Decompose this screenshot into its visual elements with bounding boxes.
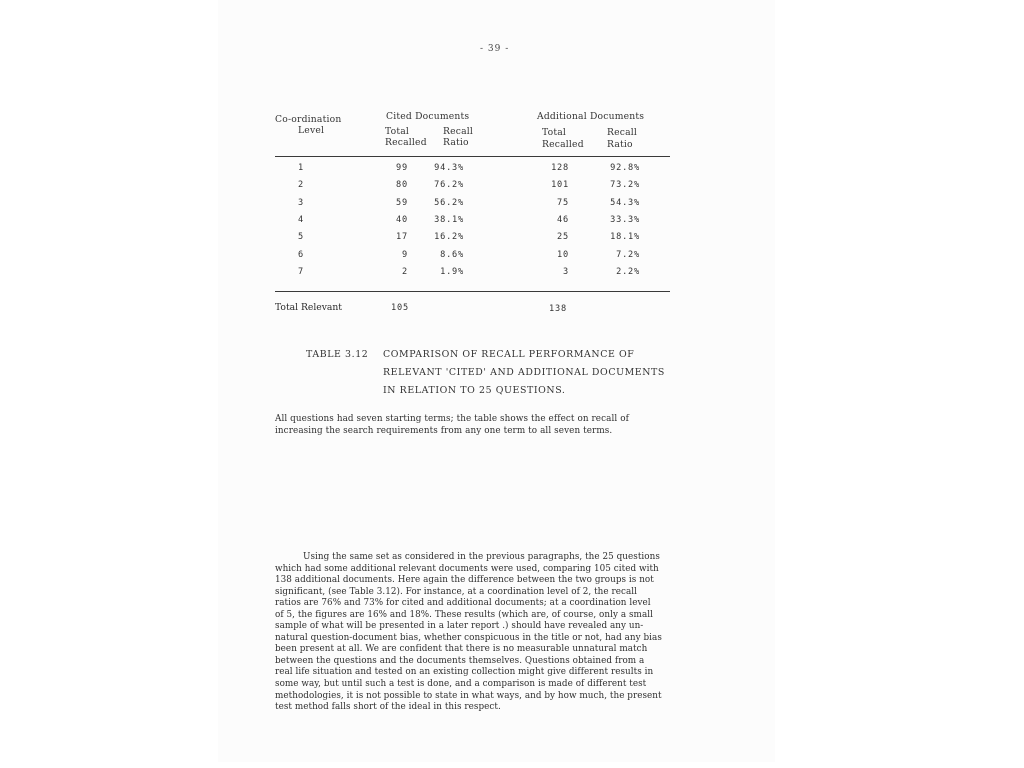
cell-additional-ratio: 7.2%	[616, 249, 640, 260]
cell-additional-total: 10	[557, 249, 569, 260]
cell-additional-ratio: 18.1%	[610, 232, 640, 243]
table-top-rule	[275, 156, 670, 157]
body-line: of 5, the figures are 16% and 18%. These results (which are, of course, only a small	[275, 609, 653, 620]
cell-level: 7	[298, 266, 304, 277]
cell-additional-ratio: 54.3%	[610, 197, 640, 208]
header-group-additional: Additional Documents	[537, 111, 645, 122]
cell-cited-total: 99	[396, 163, 408, 173]
cell-cited-total: 2	[402, 266, 408, 277]
header-add-ratio-line1: Recall	[607, 127, 638, 138]
body-line: Using the same set as considered in the previous paragraphs, the 25 questions	[303, 552, 660, 562]
table-note-line2: increasing the search requirements from any one term to all seven terms.	[275, 426, 613, 436]
header-add-ratio-line2: Ratio	[607, 139, 633, 150]
header-add-total-line2: Recalled	[542, 139, 584, 150]
cell-additional-total: 25	[557, 232, 569, 243]
document-page	[218, 0, 775, 762]
cell-level: 2	[298, 180, 304, 191]
cell-cited-ratio: 38.1%	[434, 214, 464, 225]
cell-cited-ratio: 1.9%	[440, 266, 464, 277]
body-line: real life situation and tested on an existing collection might give different results in	[275, 667, 654, 678]
caption-line1: COMPARISON OF RECALL PERFORMANCE OF	[383, 349, 635, 360]
cell-level: 5	[298, 232, 304, 243]
cell-additional-total: 75	[557, 197, 569, 208]
header-cited-ratio-line2: Ratio	[443, 137, 469, 148]
cell-level: 6	[298, 249, 304, 260]
cell-additional-total: 3	[563, 266, 569, 277]
header-group-cited: Cited Documents	[386, 111, 470, 122]
table-bottom-rule	[275, 291, 670, 292]
cell-additional-total: 101	[551, 180, 569, 191]
cell-cited-total: 9	[402, 249, 408, 260]
page-number: - 39 -	[480, 44, 510, 54]
header-cited-ratio-line1: Recall	[443, 126, 474, 137]
body-line: which had some additional relevant documents were used, comparing 105 cited with	[275, 563, 659, 574]
cell-additional-ratio: 2.2%	[616, 266, 640, 277]
header-level-line1: Co-ordination	[275, 114, 342, 125]
body-line: significant, (see Table 3.12). For instance, at a coordination level of 2, the recall	[275, 586, 638, 597]
body-line: 138 additional documents. Here again the difference between the two groups is not	[275, 575, 654, 586]
cell-cited-ratio: 56.2%	[434, 197, 464, 208]
header-add-total-line1: Total	[542, 127, 567, 138]
cell-cited-ratio: 8.6%	[440, 249, 464, 260]
cell-additional-total: 128	[551, 163, 569, 173]
body-line: methodologies, it is not possible to state in what ways, and by how much, the present	[275, 690, 662, 701]
cell-cited-ratio: 94.3%	[434, 163, 464, 173]
body-line: sample of what will be presented in a later report .) should have revealed any un-	[275, 621, 644, 632]
header-cited-total-line1: Total	[385, 126, 410, 137]
total-additional-value: 138	[549, 304, 567, 314]
table-note-line1: All questions had seven starting terms; the table shows the effect on recall of	[275, 414, 629, 424]
cell-cited-total: 80	[396, 180, 408, 191]
body-line: been present at all. We are confident that there is no measurable unnatural match	[275, 644, 648, 655]
cell-cited-ratio: 76.2%	[434, 180, 464, 191]
body-line: natural question-document bias, whether conspicuous in the title or not, had any bias	[275, 632, 662, 643]
body-line: some way, but until such a test is done, and a comparison is made of different test	[275, 679, 647, 690]
cell-additional-total: 46	[557, 214, 569, 225]
cell-cited-total: 17	[396, 232, 408, 243]
total-cited-value: 105	[391, 303, 409, 313]
header-level-line2: Level	[298, 125, 325, 136]
cell-additional-ratio: 73.2%	[610, 180, 640, 191]
total-relevant-label: Total Relevant	[275, 302, 342, 313]
cell-cited-total: 40	[396, 214, 408, 225]
caption-label: TABLE 3.12	[306, 349, 369, 360]
body-line: test method falls short of the ideal in this respect.	[275, 702, 501, 713]
header-cited-total-line2: Recalled	[385, 137, 427, 148]
body-paragraph	[275, 552, 715, 714]
cell-additional-ratio: 92.8%	[610, 163, 640, 173]
cell-cited-ratio: 16.2%	[434, 232, 464, 243]
cell-cited-total: 59	[396, 197, 408, 208]
cell-level: 4	[298, 214, 304, 225]
body-line: ratios are 76% and 73% for cited and additional documents; at a coordination level	[275, 598, 651, 609]
cell-level: 3	[298, 197, 304, 208]
caption-line3: IN RELATION TO 25 QUESTIONS.	[383, 385, 566, 396]
body-line: between the questions and the documents themselves. Questions obtained from a	[275, 655, 645, 666]
caption-line2: RELEVANT 'CITED' AND ADDITIONAL DOCUMENTS	[383, 367, 665, 378]
cell-level: 1	[298, 163, 304, 173]
cell-additional-ratio: 33.3%	[610, 214, 640, 225]
